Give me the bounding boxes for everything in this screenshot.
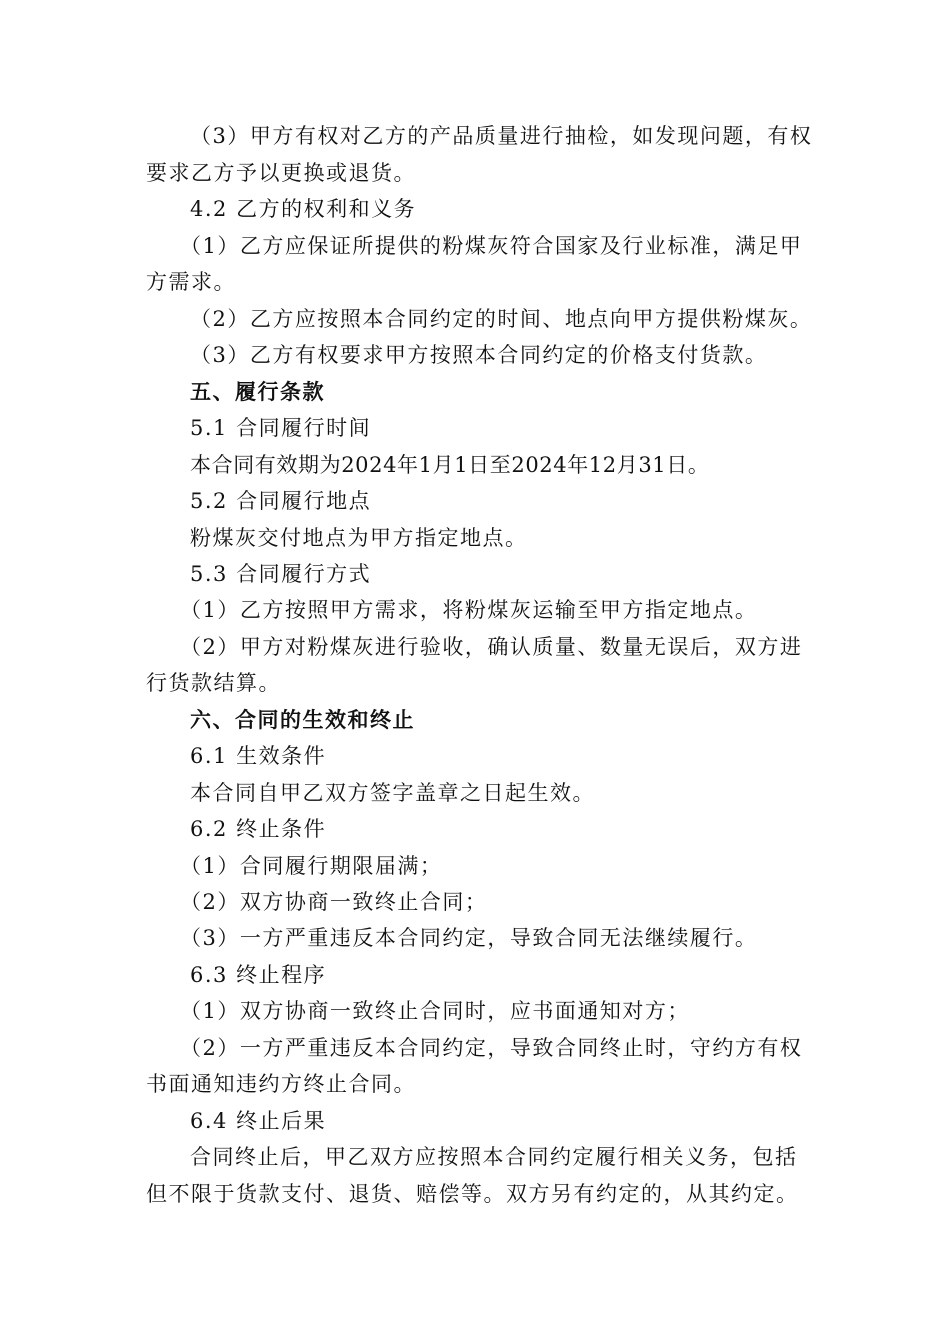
subsection-title: 4.2 乙方的权利和义务 <box>190 197 417 221</box>
paragraph-line: 行货款结算。 <box>146 671 281 695</box>
paragraph-line: 本合同自甲乙双方签字盖章之日起生效。 <box>190 781 595 805</box>
paragraph-line: （2）乙方应按照本合同约定的时间、地点向甲方提供粉煤灰。 <box>190 307 813 331</box>
list-item: （1）双方协商一致终止合同时，应书面通知对方； <box>180 999 690 1023</box>
paragraph-line: （3）乙方有权要求甲方按照本合同约定的价格支付货款。 <box>190 343 768 367</box>
subsection-title: 5.3 合同履行方式 <box>190 562 372 586</box>
subsection-title: 5.2 合同履行地点 <box>190 489 372 513</box>
subsection-title: 6.3 终止程序 <box>190 963 327 987</box>
paragraph-line: 但不限于货款支付、退货、赔偿等。双方另有约定的，从其约定。 <box>146 1182 799 1206</box>
list-item: （2）一方严重违反本合同约定，导致合同终止时，守约方有权 <box>180 1036 803 1060</box>
subsection-title: 6.2 终止条件 <box>190 817 327 841</box>
paragraph-line: 本合同有效期为2024年1月1日至2024年12月31日。 <box>190 453 710 477</box>
section-heading: 六、合同的生效和终止 <box>190 707 415 732</box>
section-heading: 五、履行条款 <box>190 379 325 404</box>
subsection-title: 6.4 终止后果 <box>190 1109 327 1133</box>
paragraph-line: 合同终止后，甲乙双方应按照本合同约定履行相关义务，包括 <box>190 1145 798 1169</box>
paragraph-line: （3）甲方有权对乙方的产品质量进行抽检，如发现问题，有权 <box>190 124 813 148</box>
paragraph-line: （1）乙方应保证所提供的粉煤灰符合国家及行业标准，满足甲 <box>180 234 803 258</box>
paragraph-line: 方需求。 <box>146 270 236 294</box>
subsection-title: 5.1 合同履行时间 <box>190 416 372 440</box>
paragraph-line: 粉煤灰交付地点为甲方指定地点。 <box>190 526 528 550</box>
paragraph-line: （1）乙方按照甲方需求，将粉煤灰运输至甲方指定地点。 <box>180 598 758 622</box>
list-item: （1）合同履行期限届满； <box>180 854 443 878</box>
paragraph-line: 要求乙方予以更换或退货。 <box>146 161 416 185</box>
list-item: （3）一方严重违反本合同约定，导致合同无法继续履行。 <box>180 926 758 950</box>
paragraph-line: 书面通知违约方终止合同。 <box>146 1072 416 1096</box>
list-item: （2）双方协商一致终止合同； <box>180 890 488 914</box>
paragraph-line: （2）甲方对粉煤灰进行验收，确认质量、数量无误后，双方进 <box>180 635 803 659</box>
subsection-title: 6.1 生效条件 <box>190 744 327 768</box>
